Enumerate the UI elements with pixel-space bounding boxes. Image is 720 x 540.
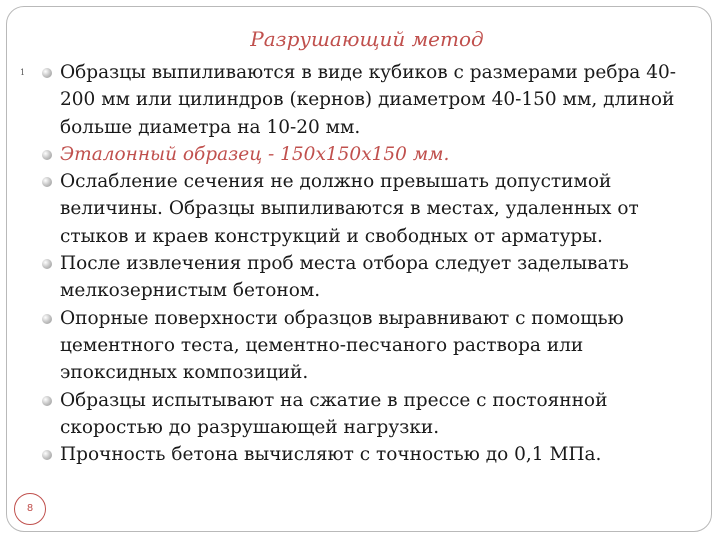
bullet-dot-icon xyxy=(42,259,52,269)
bullet-item-4 xyxy=(40,250,705,305)
page-number-badge: 8 xyxy=(14,493,46,525)
bullet-text: Прочность бетона вычисляют с точностью до 0,1 МПа. xyxy=(60,444,602,466)
bullet-dot-icon xyxy=(42,396,52,406)
bullet-dot-icon xyxy=(42,314,52,324)
bullet-dot-icon xyxy=(42,450,52,460)
bullet-item-5 xyxy=(40,305,705,387)
bullet-text: Опорные поверхности образцов выравнивают с помощью цементного теста, цементно-песчаного раствора или эпоксидных композиций. xyxy=(60,307,624,384)
bullet-dot-icon xyxy=(42,68,52,78)
bullet-dot-icon xyxy=(42,150,52,160)
bullet-list xyxy=(40,59,705,468)
bullet-text: После извлечения проб места отбора следует заделывать мелкозернистым бетоном. xyxy=(60,253,629,302)
bullet-item-2 xyxy=(40,141,705,168)
bullet-text: Образцы испытывают на сжатие в прессе с постоянной скоростью до разрушающей нагрузки. xyxy=(60,389,608,438)
bullet-item-6 xyxy=(40,387,705,442)
bullet-item-7 xyxy=(40,441,705,468)
bullet-dot-icon xyxy=(42,177,52,187)
slide-title: Разрушающий метод xyxy=(250,27,484,51)
bullet-item-3 xyxy=(40,168,705,250)
bullet-text: Ослабление сечения не должно превышать допустимой величины. Образцы выпиливаются в местах, удаленных от стыков и краев конструкций и свободных от арматуры. xyxy=(60,171,639,247)
bullet-text: Образцы выпиливаются в виде кубиков с размерами ребра 40-200 мм или цилиндров (кернов) диаметром 40-150 мм, длиной больше диаметра на 10-20 мм. xyxy=(60,62,677,138)
bullet-item-1 xyxy=(40,59,705,141)
side-mark: 1 xyxy=(20,68,26,77)
bullet-text: Эталонный образец - 150х150х150 мм. xyxy=(60,143,450,165)
